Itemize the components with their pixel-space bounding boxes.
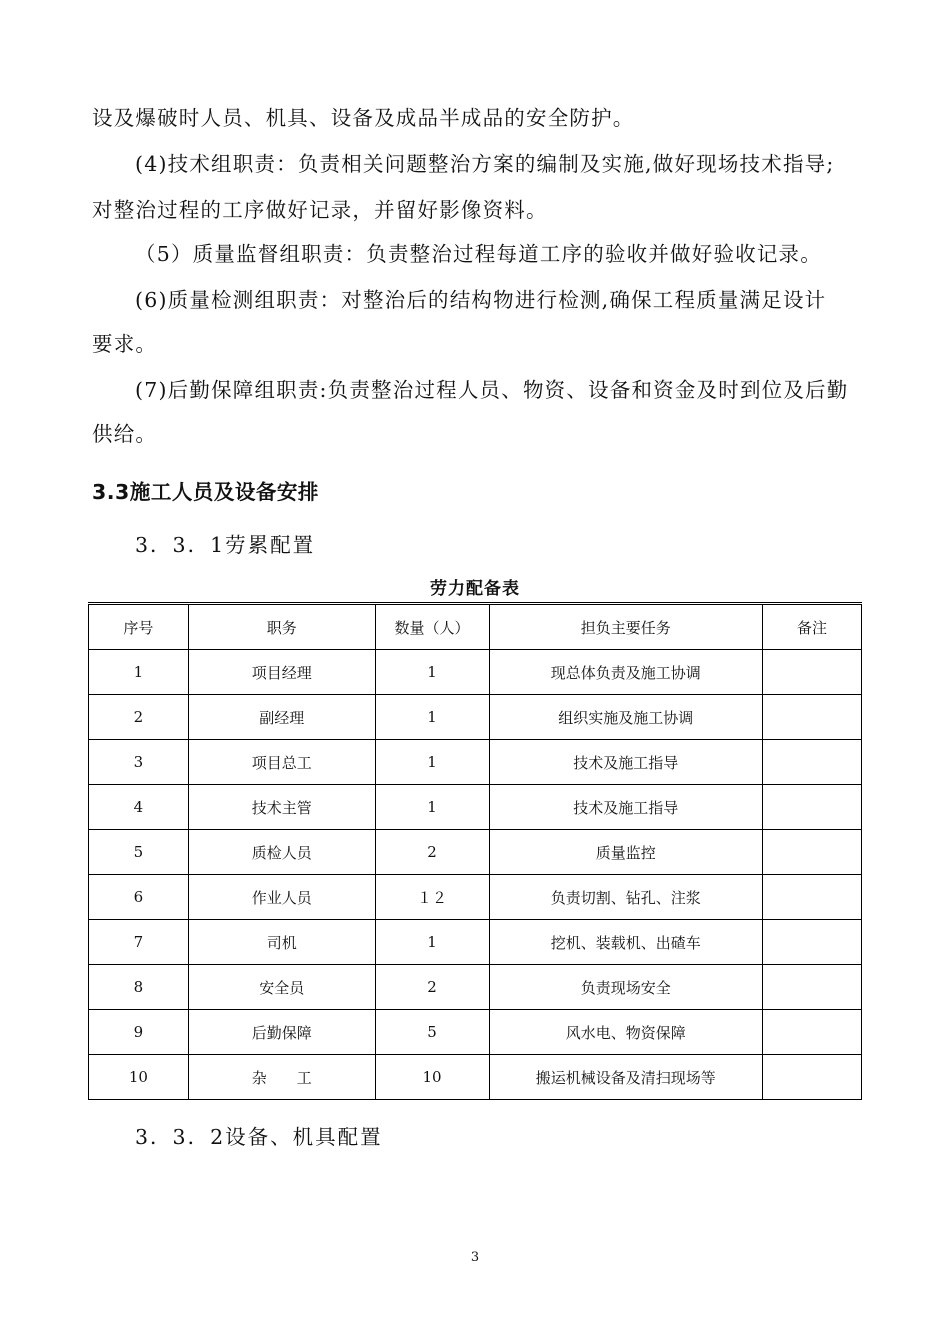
table-cell bbox=[763, 1055, 862, 1100]
table-cell: 1 bbox=[375, 920, 489, 965]
paragraph-logistics: (7)后勤保障组职责:负责整治过程人员、物资、设备和资金及时到位及后勤 bbox=[135, 378, 849, 402]
page-number: 3 bbox=[470, 1250, 480, 1265]
table-row bbox=[89, 1010, 862, 1055]
table-cell: 负责现场安全 bbox=[489, 965, 763, 1010]
table-cell: 4 bbox=[89, 785, 189, 830]
header-cell: 序号 bbox=[89, 604, 189, 650]
table-cell: 组织实施及施工协调 bbox=[489, 695, 763, 740]
subsection-heading-equipment: 3．3．2设备、机具配置 bbox=[135, 1125, 383, 1149]
table-cell: 负责切割、钻孔、注浆 bbox=[489, 875, 763, 920]
table-cell: 技术及施工指导 bbox=[489, 785, 763, 830]
table-cell: 技术及施工指导 bbox=[489, 740, 763, 785]
table-row bbox=[89, 785, 862, 830]
labor-table bbox=[88, 602, 862, 1100]
table-header-row bbox=[89, 604, 862, 650]
paragraph-logistics-cont: 供给。 bbox=[92, 422, 158, 446]
table-cell: 质量监控 bbox=[489, 830, 763, 875]
table-cell bbox=[763, 920, 862, 965]
table-cell: 2 bbox=[89, 695, 189, 740]
paragraph-safety-continued: 设及爆破时人员、机具、设备及成品半成品的安全防护。 bbox=[92, 106, 635, 130]
header-cell: 数量（人） bbox=[375, 604, 489, 650]
paragraph-quality-supervision: （5）质量监督组职责：负责整治过程每道工序的验收并做好验收记录。 bbox=[135, 242, 822, 266]
subsection-heading-labor: 3．3．1劳累配置 bbox=[135, 533, 316, 557]
table-row bbox=[89, 830, 862, 875]
header-cell: 职务 bbox=[188, 604, 375, 650]
table-cell: 2 bbox=[375, 965, 489, 1010]
table-cell: 安全员 bbox=[188, 965, 375, 1010]
table-cell bbox=[763, 965, 862, 1010]
table-cell bbox=[763, 875, 862, 920]
table-cell: 10 bbox=[375, 1055, 489, 1100]
table-row bbox=[89, 695, 862, 740]
table-row bbox=[89, 650, 862, 695]
table-cell: 6 bbox=[89, 875, 189, 920]
table-cell: 杂 工 bbox=[188, 1055, 375, 1100]
table-cell: 5 bbox=[375, 1010, 489, 1055]
table-cell: 司机 bbox=[188, 920, 375, 965]
paragraph-tech-group: (4)技术组职责：负责相关问题整治方案的编制及实施,做好现场技术指导; bbox=[135, 152, 835, 176]
table-cell: 作业人员 bbox=[188, 875, 375, 920]
table-cell bbox=[763, 740, 862, 785]
table-cell: １２ bbox=[375, 875, 489, 920]
table-cell: 项目经理 bbox=[188, 650, 375, 695]
table-cell: 1 bbox=[375, 740, 489, 785]
table-cell: 副经理 bbox=[188, 695, 375, 740]
table-row bbox=[89, 920, 862, 965]
table-cell: 1 bbox=[375, 695, 489, 740]
table-cell: 质检人员 bbox=[188, 830, 375, 875]
table-cell: 搬运机械设备及清扫现场等 bbox=[489, 1055, 763, 1100]
table-cell bbox=[763, 1010, 862, 1055]
table-cell: 风水电、物资保障 bbox=[489, 1010, 763, 1055]
table-cell: 10 bbox=[89, 1055, 189, 1100]
table-cell: 1 bbox=[89, 650, 189, 695]
table-cell bbox=[763, 650, 862, 695]
table-cell: 后勤保障 bbox=[188, 1010, 375, 1055]
table-cell: 1 bbox=[375, 650, 489, 695]
paragraph-quality-inspection-cont: 要求。 bbox=[92, 332, 158, 356]
table-cell: 挖机、装载机、出碴车 bbox=[489, 920, 763, 965]
table-cell: 5 bbox=[89, 830, 189, 875]
table-cell bbox=[763, 785, 862, 830]
table-cell bbox=[763, 830, 862, 875]
header-cell: 担负主要任务 bbox=[489, 604, 763, 650]
table-row bbox=[89, 875, 862, 920]
table-row bbox=[89, 965, 862, 1010]
table-cell: 9 bbox=[89, 1010, 189, 1055]
table-cell: 项目总工 bbox=[188, 740, 375, 785]
table-cell: 技术主管 bbox=[188, 785, 375, 830]
table-cell: 2 bbox=[375, 830, 489, 875]
table-cell: 1 bbox=[375, 785, 489, 830]
section-heading: 3.3施工人员及设备安排 bbox=[92, 480, 319, 504]
table-cell: 3 bbox=[89, 740, 189, 785]
table-row bbox=[89, 740, 862, 785]
paragraph-tech-group-cont: 对整治过程的工序做好记录，并留好影像资料。 bbox=[92, 198, 548, 222]
table-cell: 7 bbox=[89, 920, 189, 965]
paragraph-quality-inspection: (6)质量检测组职责：对整治后的结构物进行检测,确保工程质量满足设计 bbox=[135, 288, 827, 312]
table-cell: 8 bbox=[89, 965, 189, 1010]
table-caption: 劳力配备表 bbox=[430, 579, 520, 599]
table-row bbox=[89, 1055, 862, 1100]
table-cell: 现总体负责及施工协调 bbox=[489, 650, 763, 695]
header-cell: 备注 bbox=[763, 604, 862, 650]
table-cell bbox=[763, 695, 862, 740]
